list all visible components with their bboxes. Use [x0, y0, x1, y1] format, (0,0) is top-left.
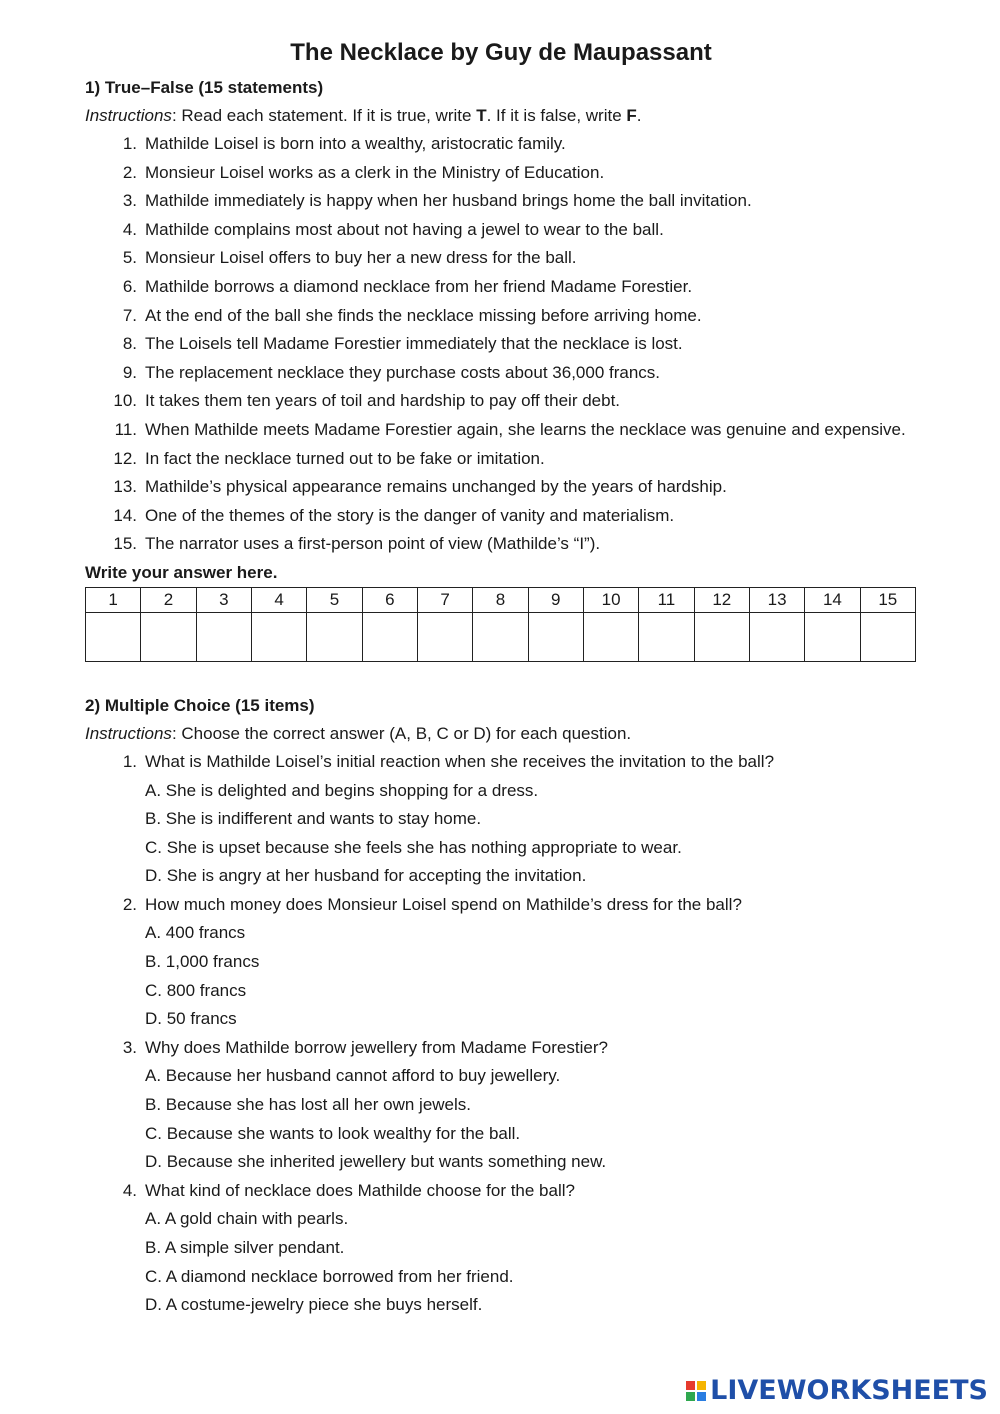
- tf-instr-true-letter: T: [476, 106, 487, 125]
- tf-instructions: [85, 102, 917, 130]
- answer-table-input-row: [86, 612, 916, 661]
- answer-cell[interactable]: [86, 612, 141, 661]
- tf-statement-list: [85, 130, 917, 559]
- tf-statement-number: 3.: [122, 191, 137, 211]
- answer-cell[interactable]: [141, 612, 196, 661]
- answer-column-number: 9: [528, 587, 583, 612]
- mc-question-number: 3.: [122, 1037, 137, 1057]
- answer-cell[interactable]: [749, 612, 804, 661]
- tf-statement-text: In fact the necklace turned out to be fake or imitation.: [145, 448, 545, 468]
- tf-statement-text: Mathilde’s physical appearance remains unchanged by the years of hardship.: [145, 477, 727, 497]
- tf-statement-number: 5.: [122, 248, 137, 268]
- tf-statement-number: 15.: [113, 534, 137, 554]
- answer-cell[interactable]: [528, 612, 583, 661]
- mc-question-number: 2.: [122, 894, 137, 914]
- worksheet-page: [85, 38, 917, 1320]
- mc-option[interactable]: B. A simple silver pendant.: [145, 1238, 345, 1257]
- answer-cell[interactable]: [251, 612, 306, 661]
- mc-instructions-label: Instructions: [85, 723, 172, 743]
- tf-statement: [85, 445, 917, 474]
- tf-statement: [85, 302, 917, 331]
- tf-instructions-label: Instructions: [85, 106, 172, 125]
- tf-statement-number: 12.: [113, 448, 137, 468]
- mc-heading: 2) Multiple Choice (15 items): [85, 695, 315, 715]
- logo-text: LIVEWORKSHEETS: [710, 1375, 988, 1406]
- mc-question-text: What is Mathilde Loisel’s initial reaction when she receives the invitation to the ball?: [145, 751, 775, 771]
- tf-statement-text: It takes them ten years of toil and hardship to pay off their debt.: [145, 391, 621, 411]
- mc-question-number: 1.: [122, 751, 137, 771]
- tf-instr-false-letter: F: [626, 106, 637, 125]
- tf-heading: 1) True–False (15 statements): [85, 78, 324, 97]
- answer-column-number: 6: [362, 587, 417, 612]
- mc-option[interactable]: B. Because she has lost all her own jewels.: [145, 1095, 472, 1115]
- logo-mark-icon: [686, 1381, 706, 1401]
- answer-label: Write your answer here.: [85, 562, 278, 582]
- mc-question: [85, 1034, 917, 1063]
- tf-instr-part-c: .: [636, 106, 642, 125]
- mc-question-text: What kind of necklace does Mathilde choose for the ball?: [145, 1180, 575, 1200]
- answer-cell[interactable]: [307, 612, 362, 661]
- answer-column-number: 15: [860, 587, 915, 612]
- tf-statement: [85, 530, 917, 559]
- tf-statement: [85, 387, 917, 416]
- mc-option[interactable]: A. A gold chain with pearls.: [145, 1209, 349, 1229]
- tf-statement-number: 11.: [114, 419, 137, 439]
- mc-option[interactable]: C. A diamond necklace borrowed from her friend.: [145, 1266, 514, 1286]
- answer-cell[interactable]: [583, 612, 638, 661]
- answer-cell[interactable]: [639, 612, 694, 661]
- tf-statement: [85, 187, 917, 216]
- answer-column-number: 2: [141, 587, 196, 612]
- mc-option[interactable]: A. She is delighted and begins shopping for a dress.: [145, 780, 539, 800]
- answer-table-header-row: [86, 587, 916, 612]
- tf-statement-text: Monsieur Loisel offers to buy her a new dress for the ball.: [145, 248, 577, 268]
- tf-statement: [85, 416, 917, 445]
- tf-statement-number: 9.: [122, 362, 137, 382]
- mc-option[interactable]: B. She is indifferent and wants to stay home.: [145, 809, 482, 829]
- answer-cell[interactable]: [805, 612, 860, 661]
- mc-question: [85, 1177, 917, 1206]
- answer-cell[interactable]: [473, 612, 528, 661]
- tf-statement-text: Monsieur Loisel works as a clerk in the Ministry of Education.: [145, 162, 605, 182]
- answer-cell[interactable]: [694, 612, 749, 661]
- answer-column-number: 1: [86, 587, 141, 612]
- mc-instr-text: : Choose the correct answer (A, B, C or D) for each question.: [171, 723, 632, 743]
- mc-option[interactable]: A. 400 francs: [145, 923, 246, 943]
- tf-instr-part-a: : Read each statement. If it is true, write: [171, 106, 477, 125]
- tf-statement-text: Mathilde Loisel is born into a wealthy, aristocratic family.: [145, 134, 566, 153]
- mc-option[interactable]: D. Because she inherited jewellery but wants something new.: [145, 1152, 607, 1172]
- answer-table: [85, 587, 916, 662]
- answer-column-number: 7: [417, 587, 472, 612]
- mc-option[interactable]: C. 800 francs: [145, 980, 247, 1000]
- tf-statement: [85, 359, 917, 388]
- answer-column-number: 8: [473, 587, 528, 612]
- mc-question-list: [85, 748, 917, 1320]
- answer-column-number: 14: [805, 587, 860, 612]
- mc-instructions: [85, 720, 917, 748]
- liveworksheets-logo: [686, 1375, 988, 1406]
- mc-question-text: Why does Mathilde borrow jewellery from Madame Forestier?: [145, 1037, 608, 1057]
- tf-statement: [85, 216, 917, 245]
- mc-question-text: How much money does Monsieur Loisel spend on Mathilde’s dress for the ball?: [145, 894, 742, 914]
- tf-instr-part-b: . If it is false, write: [486, 106, 627, 125]
- mc-question-number: 4.: [122, 1180, 137, 1200]
- answer-column-number: 12: [694, 587, 749, 612]
- tf-statement: [85, 473, 917, 502]
- mc-option[interactable]: D. She is angry at her husband for accepting the invitation.: [145, 866, 587, 886]
- tf-statement-text: When Mathilde meets Madame Forestier again, she learns the necklace was genuine and expensive.: [145, 419, 906, 439]
- answer-cell[interactable]: [860, 612, 915, 661]
- tf-statement-number: 8.: [122, 334, 137, 354]
- answer-column-number: 3: [196, 587, 251, 612]
- tf-statement-number: 2.: [122, 162, 137, 182]
- tf-statement: [85, 244, 917, 273]
- answer-cell[interactable]: [362, 612, 417, 661]
- answer-cell[interactable]: [417, 612, 472, 661]
- tf-statement-text: At the end of the ball she finds the necklace missing before arriving home.: [145, 305, 702, 325]
- answer-column-number: 11: [639, 587, 694, 612]
- tf-statement-number: 6.: [122, 276, 137, 296]
- mc-option[interactable]: C. Because she wants to look wealthy for the ball.: [145, 1123, 521, 1143]
- tf-statement-number: 4.: [122, 219, 137, 239]
- tf-statement-text: One of the themes of the story is the danger of vanity and materialism.: [145, 505, 675, 525]
- tf-statement: [85, 273, 917, 302]
- answer-column-number: 4: [251, 587, 306, 612]
- tf-statement: [85, 130, 917, 159]
- tf-statement-number: 1.: [122, 134, 137, 153]
- mc-option[interactable]: D. 50 francs: [145, 1009, 237, 1029]
- tf-statement-number: 14.: [113, 505, 137, 525]
- tf-statement-text: The narrator uses a first-person point of view (Mathilde’s “I”).: [145, 534, 601, 554]
- mc-option[interactable]: D. A costume-jewelry piece she buys herself.: [145, 1295, 483, 1315]
- tf-statement-number: 10.: [113, 391, 137, 411]
- tf-statement-text: The replacement necklace they purchase costs about 36,000 francs.: [145, 362, 661, 382]
- tf-statement: [85, 330, 917, 359]
- mc-option[interactable]: A. Because her husband cannot afford to buy jewellery.: [145, 1066, 561, 1086]
- answer-cell[interactable]: [196, 612, 251, 661]
- mc-option[interactable]: C. She is upset because she feels she has nothing appropriate to wear.: [145, 837, 682, 857]
- mc-question: [85, 891, 917, 920]
- tf-statement-text: Mathilde borrows a diamond necklace from her friend Madame Forestier.: [145, 276, 693, 296]
- page-title: The Necklace by Guy de Maupassant: [290, 39, 712, 66]
- mc-option[interactable]: B. 1,000 francs: [145, 952, 260, 972]
- mc-question: [85, 748, 917, 777]
- tf-statement-number: 13.: [113, 477, 137, 497]
- tf-statement: [85, 502, 917, 531]
- tf-statement-text: Mathilde complains most about not having a jewel to wear to the ball.: [145, 219, 664, 239]
- tf-statement-text: The Loisels tell Madame Forestier immediately that the necklace is lost.: [145, 334, 683, 354]
- tf-statement-number: 7.: [122, 305, 137, 325]
- tf-statement-text: Mathilde immediately is happy when her husband brings home the ball invitation.: [145, 191, 752, 211]
- answer-column-number: 5: [307, 587, 362, 612]
- answer-column-number: 13: [749, 587, 804, 612]
- answer-column-number: 10: [583, 587, 638, 612]
- tf-statement: [85, 159, 917, 188]
